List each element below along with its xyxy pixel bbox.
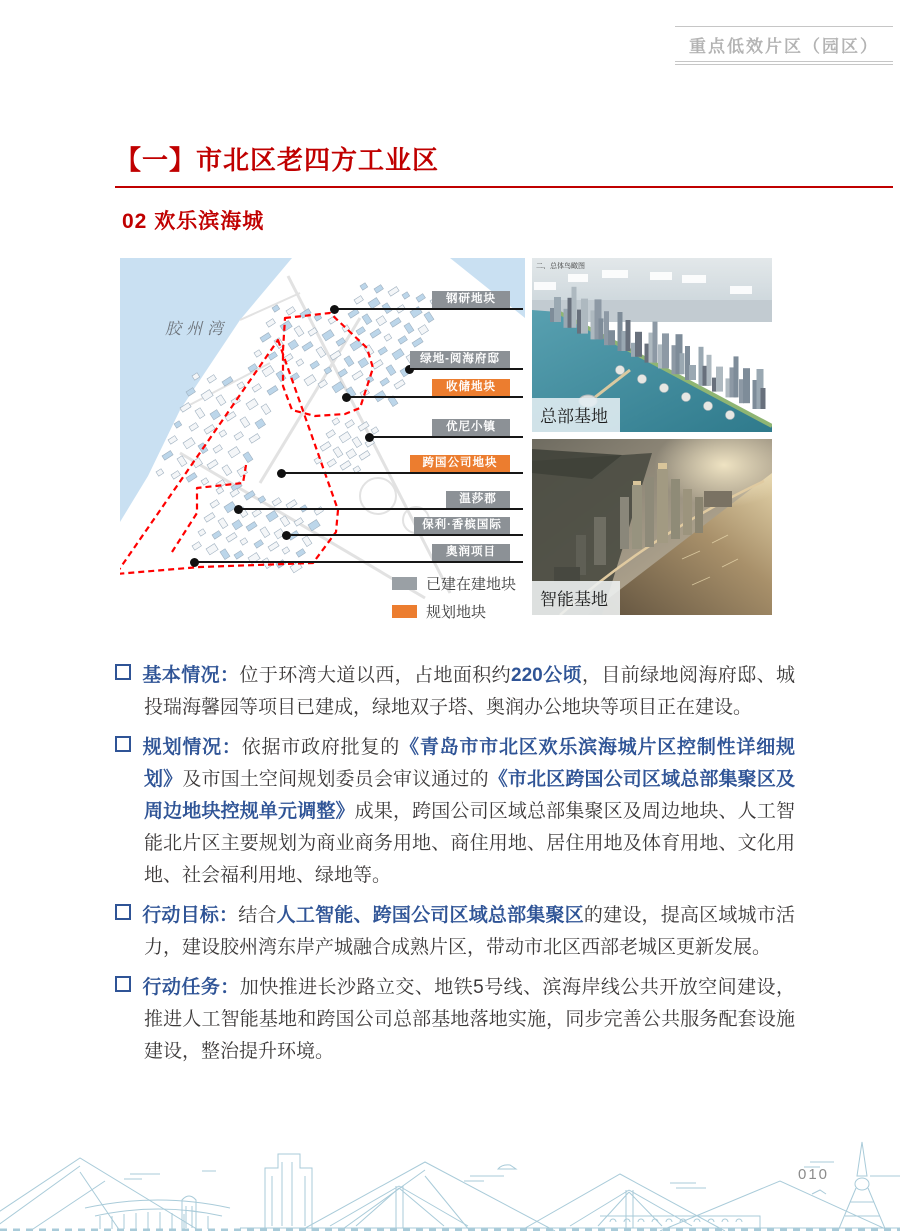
photo-overlay-note: 二、总体鸟瞰图 xyxy=(536,263,585,270)
leader-line xyxy=(238,508,523,510)
body-text: 依据市政府批复的 xyxy=(241,737,401,758)
water-label: 胶州湾 xyxy=(165,321,229,338)
map-label: 钢研地块 xyxy=(432,291,510,308)
highlight-text: 人工智能、跨国公司区域总部集聚区 xyxy=(276,905,584,926)
highlight-text: 《青岛市市北区欢乐滨海城片区控制性详细规划》 xyxy=(144,737,795,790)
section-title: 【一】市北区老四方工业区 xyxy=(115,140,893,188)
map-label: 保利·香槟国际 xyxy=(414,517,510,534)
map-label: 奥润项目 xyxy=(432,544,510,561)
square-bullet-icon xyxy=(115,736,131,752)
paragraph-label: 行动任务： xyxy=(142,977,240,998)
body-text: ，目前绿地阅海府邸、城投瑞海馨园等项目已建成，绿地双子塔、奥润办公地块等项目正在建设。 xyxy=(144,665,795,718)
leader-line xyxy=(194,561,523,563)
leader-line xyxy=(281,472,523,474)
map-legend xyxy=(392,573,516,629)
leader-line xyxy=(369,436,523,438)
body-text: 的建设，提高区域城市活力，建设胶州湾东岸产城融合成熟片区，带动市北区西部老城区更新发展。 xyxy=(144,905,795,958)
leader-dot xyxy=(365,433,374,442)
paragraph xyxy=(115,660,795,724)
paragraph-label: 基本情况： xyxy=(142,665,240,686)
paragraph xyxy=(115,972,795,1068)
map-label: 优尼小镇 xyxy=(432,419,510,436)
photo-caption-intelligence: 智能基地 xyxy=(532,581,620,615)
body-text: 结合 xyxy=(238,905,277,926)
map-annotations xyxy=(120,258,525,618)
map-label: 绿地-阅海府邸 xyxy=(410,351,510,368)
map-label: 温莎郡 xyxy=(446,491,510,508)
body-text: 加快推进长沙路立交、地铁5号线、滨海岸线公共开放空间建设，推进人工智能基地和跨国公司总部基地落地实施，同步完善公共服务配套设施建设，整治提升环境。 xyxy=(144,977,795,1062)
leader-dot xyxy=(282,531,291,540)
leader-line xyxy=(286,534,523,536)
skyline-decoration xyxy=(0,1136,900,1231)
legend-row xyxy=(392,601,516,622)
highlight-text: 220公顷 xyxy=(511,665,582,686)
photo-intelligence-base xyxy=(532,439,772,615)
leader-dot xyxy=(330,305,339,314)
plan-map xyxy=(120,258,525,621)
section-subtitle: 02 欢乐滨海城 xyxy=(122,210,265,233)
square-bullet-icon xyxy=(115,664,131,680)
map-label: 跨国公司地块 xyxy=(410,455,510,472)
square-bullet-icon xyxy=(115,904,131,920)
leader-line xyxy=(409,368,523,370)
photo-headquarters-base xyxy=(532,258,772,432)
legend-label: 规划地块 xyxy=(426,604,487,621)
leader-line xyxy=(346,396,523,398)
map-label: 收储地块 xyxy=(432,379,510,396)
leader-dot xyxy=(234,505,243,514)
paragraph xyxy=(115,900,795,964)
square-bullet-icon xyxy=(115,976,131,992)
leader-dot xyxy=(277,469,286,478)
leader-dot xyxy=(342,393,351,402)
paragraph-label: 行动目标： xyxy=(142,905,239,926)
body-text: 及市国土空间规划委员会审议通过的 xyxy=(182,769,489,790)
legend-swatch xyxy=(392,577,417,590)
legend-row xyxy=(392,573,516,594)
page-number: 010 xyxy=(798,1166,830,1183)
leader-dot xyxy=(190,558,199,567)
paragraph-label: 规划情况： xyxy=(142,737,242,758)
paragraph xyxy=(115,732,795,892)
body-text: 成果，跨国公司区域总部集聚区及周边地块、人工智能北片区主要规划为商业商务用地、商住用地、居住用地及体育用地、文化用地、社会福利用地、绿地等。 xyxy=(144,801,795,886)
photo-caption-headquarters: 总部基地 xyxy=(532,398,620,432)
body-paragraphs xyxy=(115,660,795,1076)
header-tag: 重点低效片区（园区） xyxy=(675,26,893,62)
body-text: 位于环湾大道以西，占地面积约 xyxy=(239,665,512,686)
leader-line xyxy=(334,308,523,310)
highlight-text: 《市北区跨国公司区域总部集聚区及周边地块控规单元调整》 xyxy=(144,769,795,822)
legend-swatch xyxy=(392,605,417,618)
legend-label: 已建在建地块 xyxy=(426,576,517,593)
